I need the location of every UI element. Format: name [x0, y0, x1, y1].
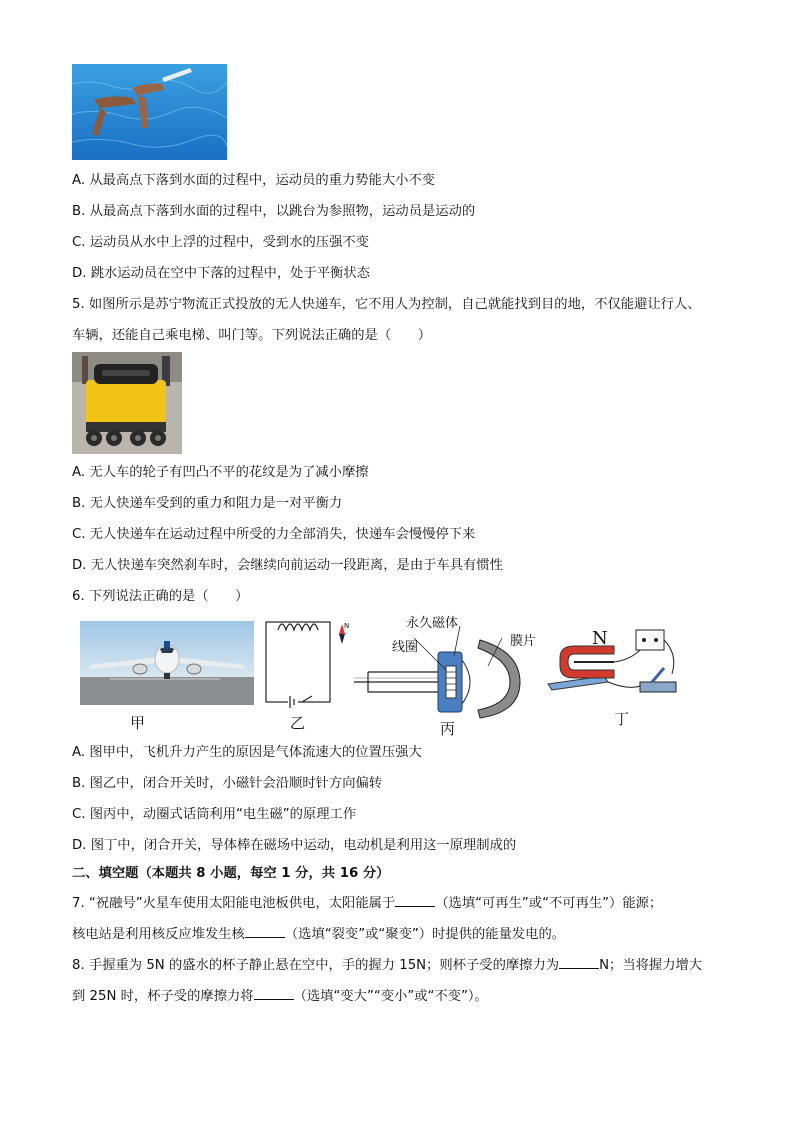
caption-bing: 丙	[440, 720, 456, 738]
delivery-robot-photo	[72, 352, 182, 454]
compass-n-label: N	[344, 622, 350, 630]
q6-option-c: C. 图丙中，动圈式话筒利用“电生磁”的原理工作	[72, 807, 357, 822]
q7-text-1: 7. “祝融号”火星车使用太阳能电池板供电，太阳能属于	[72, 896, 396, 911]
label-coil: 线圈	[392, 640, 419, 655]
q5-stem-line2: 车辆，还能自己乘电梯、叫门等。下列说法正确的是（ ）	[72, 328, 432, 343]
caption-ding: 丁	[614, 710, 630, 728]
q8-text-4: （选填“变大”“变小”或“不变”）。	[293, 989, 488, 1004]
q6-option-b: B. 图乙中，闭合开关时，小磁针会沿顺时针方向偏转	[72, 776, 383, 791]
q5-option-c: C. 无人快递车在运动过程中所受的力全部消失，快递车会慢慢停下来	[72, 527, 476, 542]
q8-text-3: 到 25N 时，杯子受的摩擦力将	[72, 989, 254, 1004]
q7-blank-2[interactable]	[245, 925, 285, 938]
q8-blank-2[interactable]	[254, 987, 294, 1000]
q7-text-4: （选填“裂变”或“聚变”）时提供的能量发电的。	[284, 927, 566, 942]
section-heading: 二、填空题（本题共 8 小题，每空 1 分，共 16 分）	[72, 866, 390, 881]
q7-text-2: （选填“可再生”或“不可再生”）能源；	[435, 896, 663, 911]
q8-line1	[72, 956, 702, 975]
caption-jia: 甲	[130, 714, 146, 732]
q8-line2	[72, 987, 488, 1006]
q7-text-3: 核电站是利用核反应堆发生核	[72, 927, 245, 942]
q4-option-a: A. 从最高点下落到水面的过程中，运动员的重力势能大小不变	[72, 173, 436, 188]
q8-text-2: N；当将握力增大	[599, 958, 703, 973]
q4-option-b: B. 从最高点下落到水面的过程中，以跳台为参照物，运动员是运动的	[72, 204, 476, 219]
q4-option-c: C. 运动员从水中上浮的过程中，受到水的压强不变	[72, 235, 369, 250]
q6-option-d: D. 图丁中，闭合开关，导体棒在磁场中运动，电动机是利用这一原理制成的	[72, 838, 517, 853]
label-n-pole: N	[592, 628, 608, 649]
q6-stem: 6. 下列说法正确的是（ ）	[72, 589, 249, 604]
q7-line2	[72, 925, 565, 944]
caption-yi: 乙	[290, 714, 306, 732]
q6-option-a: A. 图甲中，飞机升力产生的原因是气体流速大的位置压强大	[72, 745, 422, 760]
q7-blank-1[interactable]	[395, 894, 435, 907]
airplane-figure	[80, 621, 254, 705]
q5-option-b: B. 无人快递车受到的重力和阻力是一对平衡力	[72, 496, 343, 511]
label-magnet: 永久磁体	[406, 616, 459, 631]
q4-option-d: D. 跳水运动员在空中下落的过程中，处于平衡状态	[72, 266, 370, 281]
q5-option-a: A. 无人车的轮子有凹凸不平的花纹是为了减小摩擦	[72, 465, 369, 480]
label-diaphragm: 膜片	[510, 634, 537, 649]
diving-photo	[72, 64, 227, 160]
q5-option-d: D. 无人快递车突然刹车时，会继续向前运动一段距离，是由于车具有惯性	[72, 558, 503, 573]
electromagnet-circuit-figure	[262, 616, 354, 710]
q8-text-1: 8. 手握重为 5N 的盛水的杯子静止悬在空中，手的握力 15N；则杯子受的摩擦力为	[72, 958, 560, 973]
motor-principle-figure	[544, 624, 684, 708]
q7-line1	[72, 894, 662, 913]
q5-stem-line1: 5. 如图所示是苏宁物流正式投放的无人快递车，它不用人为控制，自己就能找到目的地，不仅能避让行人、	[72, 297, 701, 312]
q8-blank-1[interactable]	[559, 956, 599, 969]
